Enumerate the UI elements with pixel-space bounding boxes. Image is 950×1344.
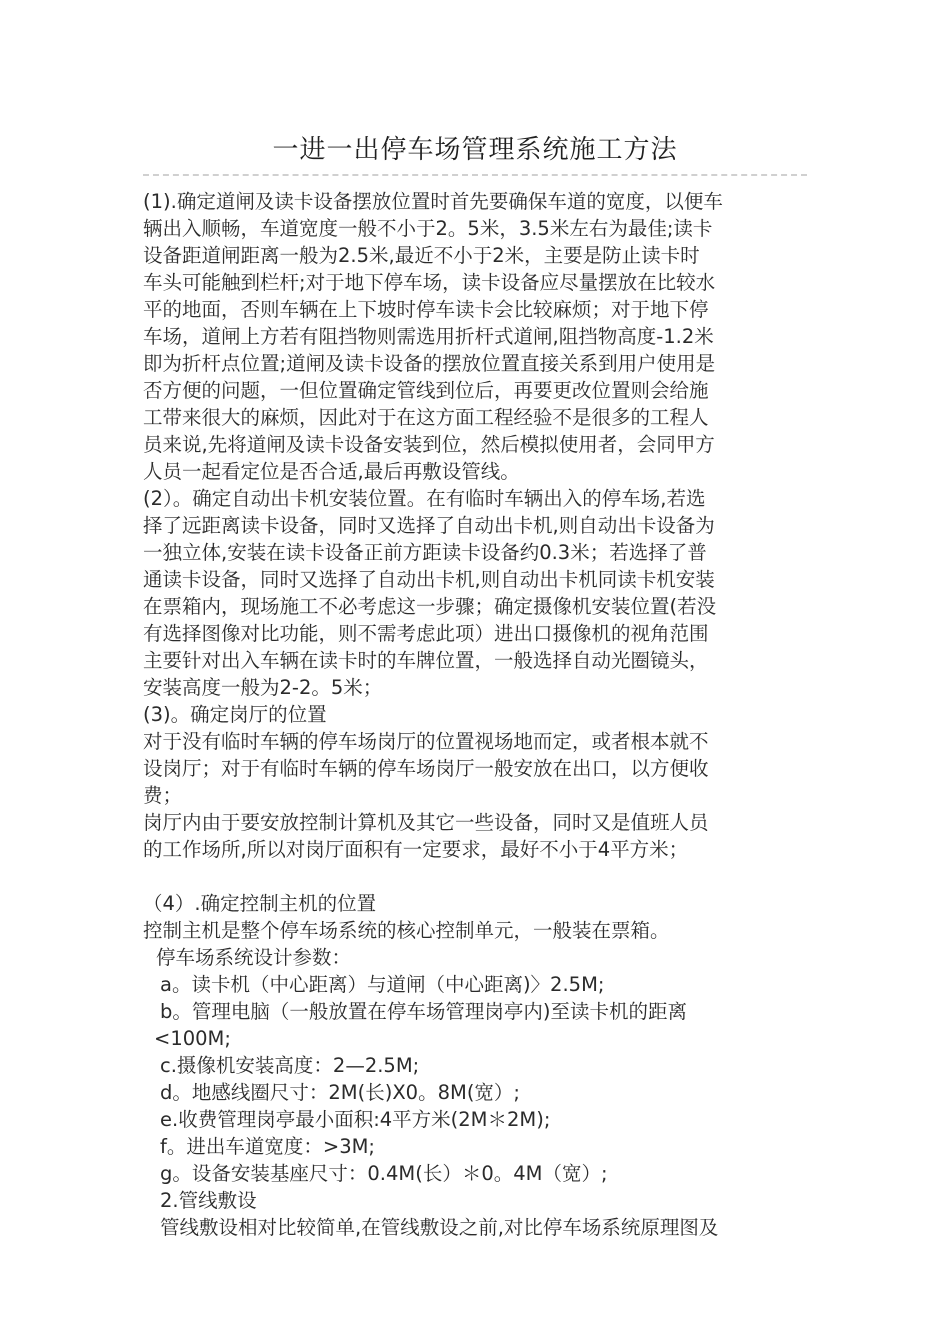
text-line: 工带来很大的麻烦，因此对于在这方面工程经验不是很多的工程人 — [143, 406, 709, 429]
text-line: 即为折杆点位置;道闸及读卡设备的摆放位置直接关系到用户使用是 — [143, 352, 716, 375]
param-item: c.摄像机安装高度：2—2.5M; — [160, 1054, 420, 1077]
text-line: (1).确定道闸及读卡设备摆放位置时首先要确保车道的宽度，以便车 — [143, 190, 723, 213]
text-line: 车头可能触到栏杆;对于地下停车场，读卡设备应尽量摆放在比较水 — [143, 271, 716, 294]
text-line: 车场，道闸上方若有阻挡物则需选用折杆式道闸,阻挡物高度-1.2米 — [143, 325, 714, 348]
text-line: 的工作场所,所以对岗厅面积有一定要求，最好不小于4平方米； — [143, 838, 689, 861]
param-item-continuation: <100M; — [154, 1027, 231, 1050]
text-line: 安装高度一般为2-2。5米； — [143, 676, 383, 699]
text-line: (2）。确定自动出卡机安装位置。在有临时车辆出入的停车场,若选 — [143, 487, 706, 510]
text-line: 择了远距离读卡设备，同时又选择了自动出卡机,则自动出卡设备为 — [143, 514, 715, 537]
text-line: 有选择图像对比功能，则不需考虑此项）进出口摄像机的视角范围 — [143, 622, 709, 645]
text-line: 岗厅内由于要安放控制计算机及其它一些设备，同时又是值班人员 — [143, 811, 709, 834]
text-line: 主要针对出入车辆在读卡时的车牌位置，一般选择自动光圈镜头， — [143, 649, 709, 672]
text-line: 通读卡设备，同时又选择了自动出卡机,则自动出卡机同读卡机安装 — [143, 568, 715, 591]
section-heading: 2.管线敷设 — [160, 1189, 257, 1212]
document-body — [143, 188, 807, 1241]
text-line: 设岗厅；对于有临时车辆的停车场岗厅一般安放在出口，以方便收 — [143, 757, 709, 780]
text-line: 对于没有临时车辆的停车场岗厅的位置视场地而定，或者根本就不 — [143, 730, 709, 753]
text-line: 一独立体,安装在读卡设备正前方距读卡设备约0.3米；若选择了普 — [143, 541, 707, 564]
text-line: 否方便的问题，一但位置确定管线到位后，再要更改位置则会给施 — [143, 379, 709, 402]
text-line: 设备距道闸距离一般为2.5米,最近不小于2米，主要是防止读卡时 — [143, 244, 700, 267]
document-title: 一进一出停车场管理系统施工方法 — [272, 135, 678, 165]
text-line: 控制主机是整个停车场系统的核心控制单元，一般装在票箱。 — [143, 919, 670, 942]
param-heading: 停车场系统设计参数： — [156, 946, 352, 969]
blank-line — [143, 863, 807, 890]
text-line: （4）.确定控制主机的位置 — [143, 892, 377, 915]
text-line: 在票箱内，现场施工不必考虑这一步骤；确定摄像机安装位置(若没 — [143, 595, 717, 618]
param-item: f。进出车道宽度：>3M; — [160, 1135, 376, 1158]
text-line: 费； — [143, 784, 183, 807]
text-line: 辆出入顺畅，车道宽度一般不小于2。5米，3.5米左右为最佳;读卡 — [143, 217, 713, 240]
text-line: 平的地面，否则车辆在上下坡时停车读卡会比较麻烦；对于地下停 — [143, 298, 709, 321]
text-line: 员来说,先将道闸及读卡设备安装到位，然后模拟使用者，会同甲方 — [143, 433, 715, 456]
param-item: g。设备安装基座尺寸：0.4M(长）＊0。4M（宽）; — [160, 1162, 608, 1185]
param-item: b。管理电脑（一般放置在停车场管理岗亭内)至读卡机的距离 — [160, 1000, 687, 1023]
text-line: 人员一起看定位是否合适,最后再敷设管线。 — [143, 460, 520, 483]
param-item: d。地感线圈尺寸：2M(长)X0。8M(宽）; — [160, 1081, 520, 1104]
param-item: a。读卡机（中心距离）与道闸（中心距离)〉2.5M; — [160, 973, 605, 996]
param-item: e.收费管理岗亭最小面积:4平方米(2M＊2M); — [160, 1108, 551, 1131]
title-divider — [143, 174, 807, 176]
text-line: (3)。确定岗厅的位置 — [143, 703, 327, 726]
text-line: 管线敷设相对比较简单,在管线敷设之前,对比停车场系统原理图及 — [160, 1216, 719, 1239]
